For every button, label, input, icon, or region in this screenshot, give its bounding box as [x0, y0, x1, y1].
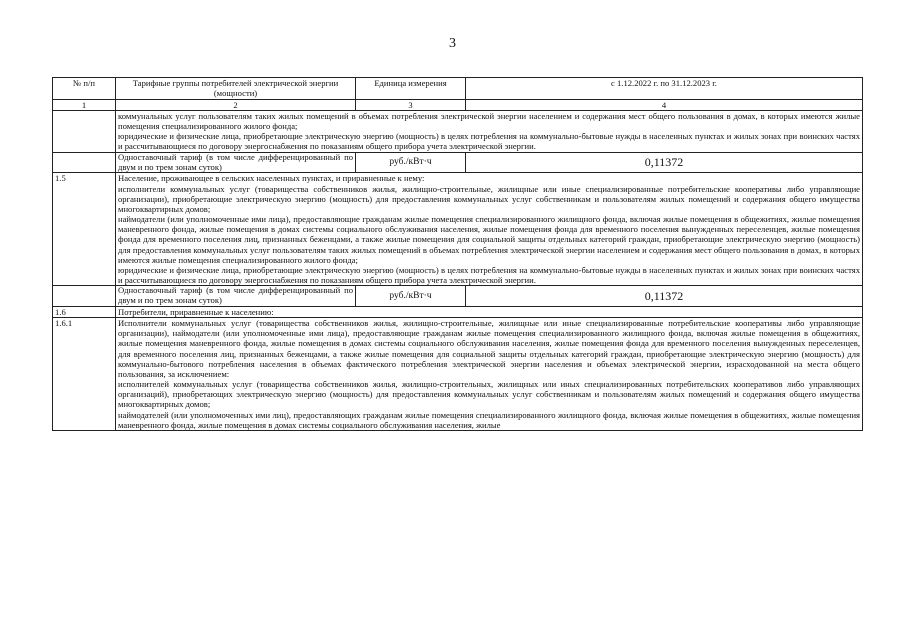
header-period-cell: с 1.12.2022 г. по 31.12.2023 г. [466, 78, 863, 100]
row-number-cell [53, 152, 116, 173]
unit-cell: руб./кВт·ч [356, 152, 466, 173]
tariff-label: Одноставочный тариф (в том числе дифференцированный по двум и по трем зонам суток) [116, 152, 356, 173]
table-row [53, 173, 863, 286]
column-number-3: 3 [356, 100, 466, 111]
row-number-cell [53, 111, 116, 153]
header-unit-cell: Единица измерения [356, 78, 466, 100]
column-number-4: 4 [466, 100, 863, 111]
tariff-table [52, 77, 863, 431]
row-description: Потребители, приравненные к населению: [116, 306, 863, 317]
row-number-cell: 1.6 [53, 306, 116, 317]
unit-cell: руб./кВт·ч [356, 286, 466, 307]
row-number-cell [53, 286, 116, 307]
table-header-row [53, 78, 863, 100]
column-number-1: 1 [53, 100, 116, 111]
tariff-row [53, 152, 863, 173]
row-description: Исполнители коммунальных услуг (товарищества собственников жилья, жилищно-строительные, жилищные или иные специализированные потребительские кооперативы либо управляющие организации), наймодатели (или уполномоченные ими лица), предоставляющие гражданам жилые помещения специализированного жилищного фонда, включая жилые помещения в общежитиях, жилые помещения маневренного фонда, жилые помещения в домах системы социального обслуживания населения, жилые помещения фонда для временного поселения вынужденных переселенцев, для временного поселения лиц, признанных беженцами, а также жилые помещения для социальной защиты отдельных категорий граждан, приобретающие электрическую энергию (мощность) для коммунально-бытового потребления населения в объемах фактического потребления электрической энергии населения и объемах электрической энергии, израсходованной на места общего пользования, за исключением: исполнителей коммунальных услуг (товарищества собственников жилья, жилищно-строительных, жилищных или иных специализированных потребительских кооперативов либо управляющих организаций), приобретающих электрическую энергию (мощность) для предоставления коммунальных услуг собственникам и пользователям жилых помещений и содержания общего имущества многоквартирных домов; наймодателей (или уполномоченных ими лиц), предоставляющих гражданам жилые помещения специализированного жилищного фонда, включая жилые помещения в общежитиях, жилые помещения маневренного фонда, жилые помещения в домах системы социального обслуживания населения, жилые [116, 318, 863, 431]
row-description: коммунальных услуг пользователям таких жилых помещений в объемах потребления электрической энергии населением и содержания мест общего пользования в домах, в которых имеются жилые помещения специализированного жилого фонда; юридические и физические лица, приобретающие электрическую энергию (мощность) в целях потребления на коммунально-бытовые нужды в населенных пунктах и жилых зонах при воинских частях и рассчитывающиеся по договору энергоснабжения по показаниям общего прибора учета электрической энергии. [116, 111, 863, 153]
tariff-label: Одноставочный тариф (в том числе дифференцированный по двум и по трем зонам суток) [116, 286, 356, 307]
tariff-row [53, 286, 863, 307]
page-number: 3 [449, 36, 456, 51]
tariff-value: 0,11372 [466, 152, 863, 173]
row-number-cell: 1.6.1 [53, 318, 116, 431]
table-row [53, 111, 863, 153]
header-number-cell: № п/п [53, 78, 116, 100]
table-row [53, 306, 863, 317]
row-description: Население, проживающее в сельских населенных пунктах, и приравненные к нему: исполнители коммунальных услуг (товарищества собственников жилья, жилищно-строительные, жилищные или иные специализированные потребительские кооперативы либо управляющие организации), приобретающие электрическую энергию (мощность) для предоставления коммунальных услуг собственникам и пользователям жилых помещений и содержания общего имущества многоквартирных домов; наймодатели (или уполномоченные ими лица), предоставляющие гражданам жилые помещения специализированного жилищного фонда, включая жилые помещения в общежитиях, жилые помещения маневренного фонда, жилые помещения в домах системы социального обслуживания населения, жилые помещения фонда для временного поселения вынужденных переселенцев, жилые помещения фонда для временного поселения лиц, признанных беженцами, а также жилые помещения для социальной защиты отдельных категорий граждан, приобретающие электрическую энергию (мощность) для предоставления коммунальных услуг пользователям таких жилых помещений в объемах потребления электрической энергии населением и содержания мест общего пользования в домах, в которых имеются жилые помещения специализированного жилого фонда; юридические и физические лица, приобретающие электрическую энергию (мощность) в целях потребления на коммунально-бытовые нужды в населенных пунктах и жилых зонах при воинских частях и рассчитывающиеся по договору энергоснабжения по показаниям общего прибора учета электрической энергии. [116, 173, 863, 286]
header-tariff-group-cell: Тарифные группы потребителей электрической энергии (мощности) [116, 78, 356, 100]
row-number-cell: 1.5 [53, 173, 116, 286]
tariff-value: 0,11372 [466, 286, 863, 307]
table-row [53, 318, 863, 431]
column-number-2: 2 [116, 100, 356, 111]
column-number-row [53, 100, 863, 111]
